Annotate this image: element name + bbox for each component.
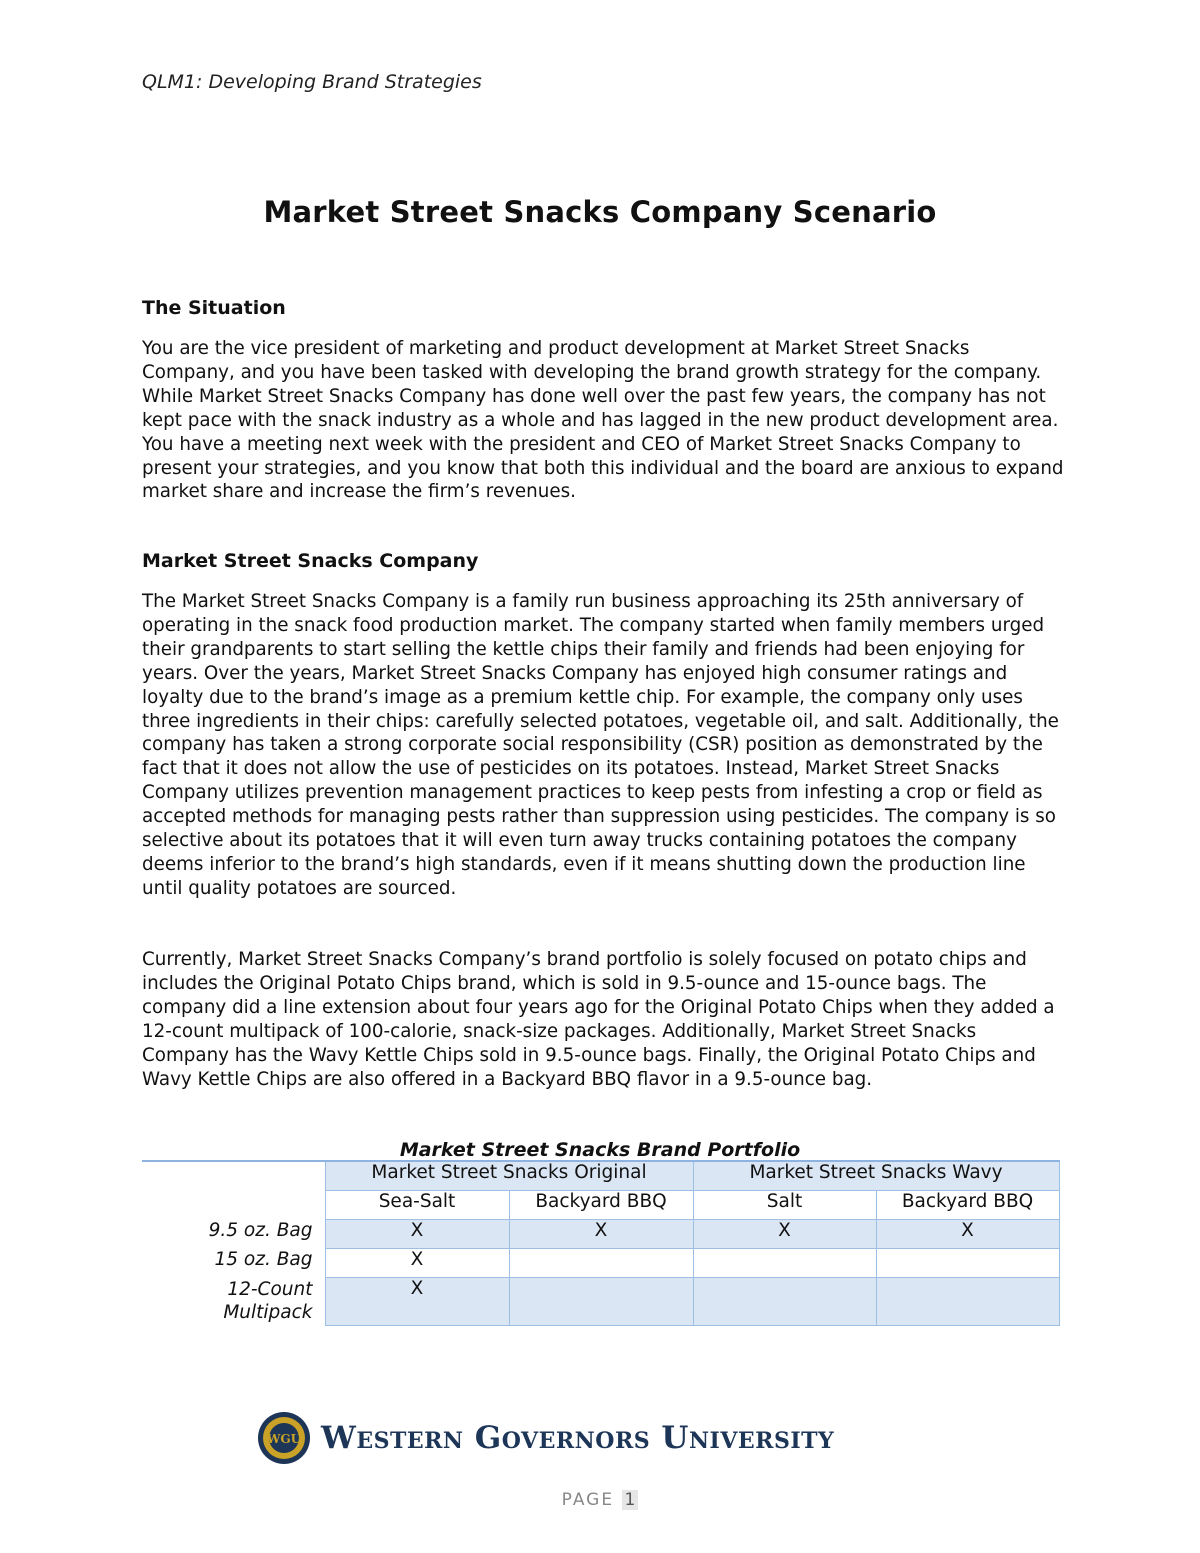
section-heading-situation: The Situation — [142, 297, 286, 319]
university-seal-icon — [257, 1411, 311, 1465]
table-cell: X — [693, 1220, 876, 1249]
seal-text: WGU — [266, 1432, 302, 1446]
flavor-header: Salt — [693, 1191, 876, 1220]
table-cell: X — [325, 1278, 509, 1326]
table-caption: Market Street Snacks Brand Portfolio — [399, 1139, 801, 1161]
table-cell: X — [876, 1220, 1059, 1249]
table-flavor-header-row — [142, 1191, 1059, 1220]
table-row — [142, 1249, 1059, 1278]
page-footer — [0, 1490, 1200, 1510]
table-corner-cell — [142, 1161, 325, 1191]
wgu-logo — [257, 1411, 834, 1465]
document-header: QLM1: Developing Brand Strategies — [142, 71, 482, 93]
row-label: 15 oz. Bag — [214, 1248, 313, 1270]
table-group-header-row — [142, 1161, 1059, 1191]
row-label: 9.5 oz. Bag — [208, 1219, 313, 1241]
table-cell: X — [509, 1220, 693, 1249]
logo-text: Western Governors University — [321, 1420, 835, 1456]
row-label: 12-Count Multipack — [223, 1278, 313, 1323]
table-corner-cell — [142, 1191, 325, 1220]
group-header-wavy: Market Street Snacks Wavy — [693, 1161, 1059, 1191]
company-paragraph-1: The Market Street Snacks Company is a family run business approaching its 25th anniversary of operating in the snack food production market. The company started when family members urged their grandparents to start selling the kettle chips their family and friends had been enjoying for years. Over the years, Market Street Snacks Company has enjoyed high consumer ratings and loyalty due to the brand’s image as a premium kettle chip. For example, the company only uses three ingredients in their chips: carefully selected potatoes, vegetable oil, and salt. Additionally, the company has taken a strong corporate social responsibility (CSR) position as demonstrated by the fact that it does not allow the use of pesticides on its potatoes. Instead, Market Street Snacks Company utilizes prevention management practices to keep pests from infesting a crop or field as accepted methods for managing pests rather than suppression using pesticides. The company is so selective about its potatoes that it will even turn away trucks containing potatoes the company deems inferior to the brand’s high standards, even if it means shutting down the production line until quality potatoes are sourced. — [142, 591, 1059, 899]
page-title: Market Street Snacks Company Scenario — [263, 195, 937, 229]
page-number: 1 — [622, 1490, 639, 1510]
table-cell — [509, 1249, 693, 1278]
flavor-header: Backyard BBQ — [509, 1191, 693, 1220]
table-cell: X — [325, 1220, 509, 1249]
table-cell — [876, 1249, 1059, 1278]
page-label: PAGE — [561, 1490, 615, 1510]
table-cell — [693, 1278, 876, 1326]
group-header-original: Market Street Snacks Original — [325, 1161, 693, 1191]
section-heading-company: Market Street Snacks Company — [142, 550, 479, 572]
table-cell — [876, 1278, 1059, 1326]
table-row — [142, 1278, 1059, 1326]
brand-portfolio-table — [142, 1160, 1060, 1326]
table-cell — [509, 1278, 693, 1326]
company-paragraph-2: Currently, Market Street Snacks Company’s brand portfolio is solely focused on potato chips and includes the Original Potato Chips brand, which is sold in 9.5-ounce and 15-ounce bags. The company did a line extension about four years ago for the Original Potato Chips when they added a 12-count multipack of 100-calorie, snack-size packages. Additionally, Market Street Snacks Company has the Wavy Kettle Chips sold in 9.5-ounce bags. Finally, the Original Potato Chips and Wavy Kettle Chips are also offered in a Backyard BBQ flavor in a 9.5-ounce bag. — [142, 949, 1055, 1090]
flavor-header: Backyard BBQ — [876, 1191, 1059, 1220]
situation-paragraph: You are the vice president of marketing and product development at Market Street Snacks Company, and you have been tasked with developing the brand growth strategy for the company. While Market Street Snacks Company has done well over the past few years, the company has not kept pace with the snack industry as a whole and has lagged in the new product development area. You have a meeting next week with the president and CEO of Market Street Snacks Company to present your strategies, and you know that both this individual and the board are anxious to expand market share and increase the firm’s revenues. — [142, 338, 1064, 503]
table-cell: X — [325, 1249, 509, 1278]
flavor-header: Sea-Salt — [325, 1191, 509, 1220]
table-cell — [693, 1249, 876, 1278]
table-row — [142, 1220, 1059, 1249]
